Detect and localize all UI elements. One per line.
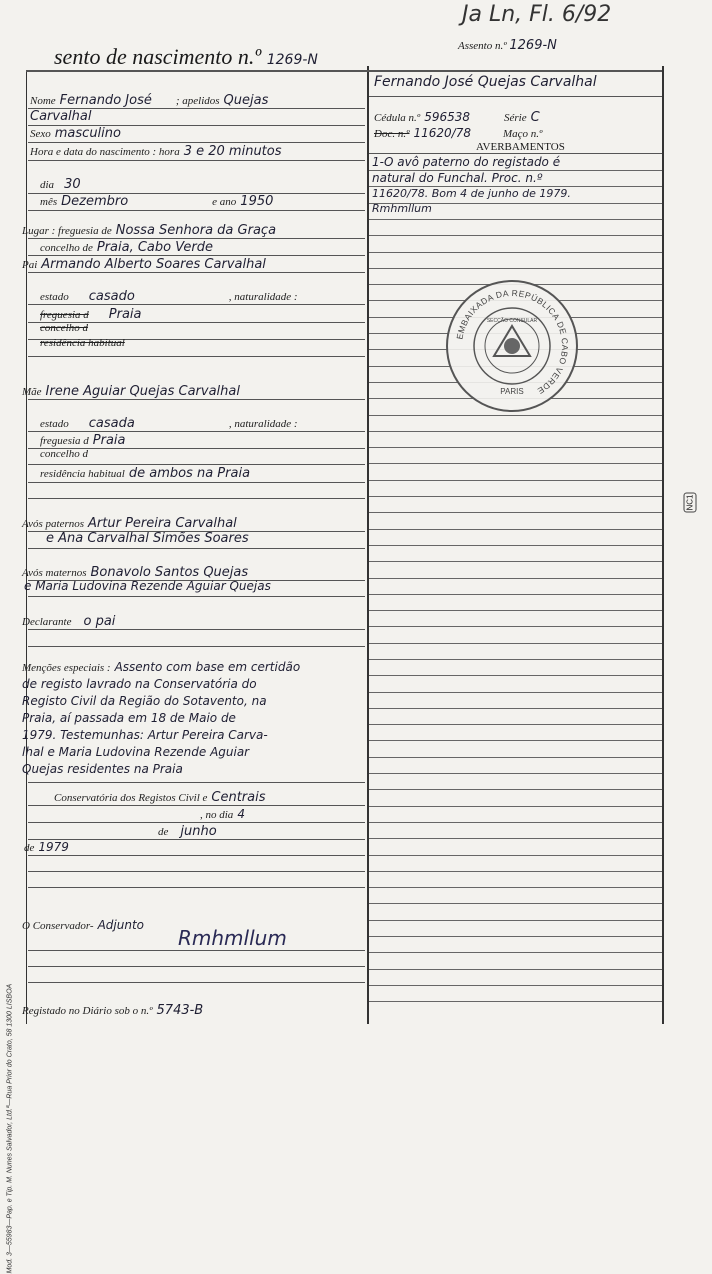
rule — [369, 887, 662, 888]
rule — [369, 985, 662, 986]
stamp-ring — [448, 282, 576, 410]
rule — [28, 646, 365, 647]
declarante-value: o pai — [83, 614, 116, 629]
mae-residencia-value: de ambos na Praia — [128, 466, 251, 481]
doc-value: 11620/78 — [413, 126, 471, 140]
rule — [369, 708, 662, 709]
rule — [28, 871, 365, 872]
rule — [28, 482, 365, 483]
stamp-text: EMBAIXADA DA REPÚBLICA DE CABO VERDE — [454, 287, 571, 397]
mae-estado-value: casada — [88, 416, 135, 431]
avos-paternos-row — [22, 514, 237, 532]
no-dia-row — [200, 805, 245, 823]
mae-label: Mãe — [22, 386, 42, 398]
nome-value: Fernando José — [59, 93, 152, 108]
averb-line: natural do Funchal. Proc. n.º — [372, 171, 543, 185]
mencoes-line: Praia, aí passada em 18 de Maio de — [22, 711, 236, 725]
ano-value: 1950 — [240, 194, 274, 209]
left-border — [26, 70, 27, 1024]
stamp-inner: SECÇÃO CONSULAR — [486, 318, 538, 324]
mae-estado-row — [40, 414, 365, 432]
ano2-prefix: de — [24, 842, 35, 854]
registado-label: Registado no Diário sob o n.º — [22, 1005, 153, 1017]
mencoes-line: 1979. Testemunhas: Artur Pereira Carva- — [22, 728, 268, 742]
mes-label: mês — [40, 196, 58, 208]
rule — [369, 268, 662, 269]
apelidos-label: ; apelidos — [175, 95, 220, 107]
avos-maternos-1: Bonavolo Santos Quejas — [90, 565, 249, 580]
rule — [369, 561, 662, 562]
apelidos-value: Quejas — [223, 93, 269, 108]
mae-naturalidade-label: , naturalidade : — [228, 418, 298, 430]
rule — [369, 757, 662, 758]
title-number: 1269-N — [266, 52, 318, 68]
rule — [28, 498, 365, 499]
concelho-label: concelho de — [40, 242, 93, 254]
rule — [369, 626, 662, 627]
mes-row — [40, 192, 360, 210]
doc-row — [374, 124, 659, 142]
mae-value: Irene Aguiar Quejas Carvalhal — [45, 384, 240, 399]
pai-freguesia-value: Praia — [108, 307, 142, 322]
mencoes-line: Assento com base em certidão — [114, 660, 301, 674]
mae-concelho-label: concelho d — [40, 448, 88, 460]
mae-row — [22, 382, 240, 400]
mes2-row — [158, 822, 217, 840]
margin-mark: NC1 — [685, 494, 695, 511]
rule — [369, 806, 662, 807]
serie-label: Série — [504, 112, 527, 124]
conservatoria-value: Centrais — [211, 790, 266, 805]
averb-line: 1-O avô paterno do registado é — [372, 155, 561, 169]
rule — [369, 855, 662, 856]
rule — [369, 96, 662, 97]
rule — [369, 773, 662, 774]
right-name-heading: Fernando José Quejas Carvalhal — [374, 74, 597, 90]
sexo-value: masculino — [54, 126, 121, 141]
doc-label: Doc. n.º — [374, 128, 410, 140]
rule — [28, 548, 365, 549]
rule — [369, 235, 662, 236]
pai-concelho-label: concelho d — [40, 322, 88, 334]
rule — [28, 210, 365, 211]
rule — [369, 594, 662, 595]
sexo-label: Sexo — [30, 128, 51, 140]
rule — [369, 512, 662, 513]
cedula-label: Cédula n.º — [374, 112, 421, 124]
top-rule — [26, 70, 662, 72]
assento-label: Assento n.º — [458, 40, 507, 52]
right-border — [662, 66, 664, 1024]
lugar-row — [22, 221, 276, 239]
rule — [28, 950, 365, 951]
pai-row — [22, 255, 266, 273]
averbamentos-label: AVERBAMENTOS — [476, 141, 565, 153]
rule — [369, 463, 662, 464]
cedula-value: 596538 — [424, 110, 470, 124]
rule — [369, 822, 662, 823]
avos-maternos-label: Avós maternos — [22, 567, 87, 579]
rule — [369, 724, 662, 725]
pai-estado-value: casado — [88, 289, 135, 304]
declarante-row — [22, 612, 115, 630]
lugar-label: Lugar : freguesia de — [22, 225, 112, 237]
mae-residencia-label: residência habitual — [40, 468, 125, 480]
rule — [28, 805, 365, 806]
hora-label: Hora e data do nascimento : hora — [30, 146, 180, 158]
rule — [28, 399, 365, 400]
rule — [369, 170, 662, 171]
conservador-signature: Rmhmllum — [178, 926, 287, 950]
averb-signature: Rmhmllum — [372, 202, 432, 215]
rule — [369, 675, 662, 676]
mencoes-block — [22, 658, 367, 778]
rule — [369, 936, 662, 937]
de-label: de — [158, 826, 169, 838]
conservatoria-label: Conservatória dos Registos Civil e — [54, 792, 208, 804]
rule — [28, 356, 365, 357]
naturalidade-label: , naturalidade : — [228, 291, 298, 303]
hora-row — [30, 142, 282, 160]
rule — [369, 1001, 662, 1002]
rule — [28, 839, 365, 840]
rule — [369, 789, 662, 790]
mencoes-label: Menções especiais : — [22, 662, 111, 674]
rule — [369, 529, 662, 530]
assento-header — [458, 38, 557, 53]
conservador-value: Adjunto — [97, 918, 145, 932]
avos-paternos-2: e Ana Carvalhal Simões Soares — [46, 531, 249, 546]
rule — [369, 252, 662, 253]
rule — [28, 982, 365, 983]
top-scrawl: Ja Ln, Fl. 6/92 — [462, 2, 612, 27]
pai-freguesia-label: freguesia d — [40, 309, 89, 321]
rule — [28, 855, 365, 856]
ano2-row — [24, 838, 69, 856]
rule — [369, 219, 662, 220]
pai-estado-row — [40, 287, 365, 305]
rule — [369, 447, 662, 448]
mes2-value: junho — [180, 824, 217, 839]
dia-label: dia — [40, 179, 55, 191]
rule — [369, 871, 662, 872]
nome-label: Nome — [30, 95, 56, 107]
maco-label: Maço n.º — [503, 128, 543, 140]
averb-block — [372, 154, 660, 216]
mae-freguesia-row — [40, 431, 126, 449]
rule — [369, 920, 662, 921]
rule — [369, 643, 662, 644]
title-label: sento de nascimento n.º — [54, 44, 262, 69]
ano-label: e ano — [212, 196, 237, 208]
conservatoria-row — [54, 788, 266, 806]
hora-value: 3 e 20 minutos — [183, 144, 282, 159]
rule — [369, 578, 662, 579]
rule — [369, 969, 662, 970]
nome-row — [30, 91, 365, 109]
rule — [369, 903, 662, 904]
rule — [369, 545, 662, 546]
rule — [28, 887, 365, 888]
concelho-row — [40, 238, 213, 256]
pai-label: Pai — [22, 259, 38, 271]
conservador-label: O Conservador- — [22, 920, 94, 932]
stamp-city: PARIS — [500, 387, 524, 396]
rule — [28, 782, 365, 783]
mae-estado-label: estado — [40, 418, 69, 430]
mencoes-line: de registo lavrado na Conservatória do — [22, 677, 257, 691]
registado-row — [22, 1001, 203, 1019]
pai-estado-label: estado — [40, 291, 69, 303]
mes-value: Dezembro — [61, 194, 129, 209]
sexo-row — [30, 124, 121, 142]
mencoes-line: Registo Civil da Região do Sotavento, na — [22, 694, 267, 708]
rule — [28, 160, 365, 161]
apelidos-value-2: Carvalhal — [30, 109, 92, 124]
registado-value: 5743-B — [156, 1003, 204, 1018]
mencoes-line: lhal e Maria Ludovina Rezende Aguiar — [22, 745, 250, 759]
rule — [369, 952, 662, 953]
rule — [369, 186, 662, 187]
mae-freguesia-value: Praia — [92, 433, 126, 448]
pai-value: Armando Alberto Soares Carvalhal — [41, 257, 266, 272]
rule — [28, 272, 365, 273]
side-print: Mod. 3—55983—Pap. e Tip. M. Nunes Salvador, Ltd.ª—Rua Prior do Crato, 58 1300 LISBOA — [6, 983, 14, 1274]
avos-paternos-1: Artur Pereira Carvalhal — [88, 516, 237, 531]
declarante-label: Declarante — [22, 616, 72, 628]
concelho-value: Praia, Cabo Verde — [96, 240, 213, 255]
avos-maternos-2: e Maria Ludovina Rezende Aguiar Quejas — [24, 579, 271, 593]
pai-residencia-label: residência habitual — [40, 337, 125, 349]
rule — [369, 610, 662, 611]
mae-freguesia-label: freguesia d — [40, 435, 89, 447]
serie-value: C — [530, 110, 540, 125]
rule — [369, 740, 662, 741]
rule — [28, 966, 365, 967]
mencoes-line: Quejas residentes na Praia — [22, 762, 183, 776]
dia-row — [40, 175, 81, 193]
rule — [28, 596, 365, 597]
averb-line: 11620/78. Bom 4 de junho de 1979. — [372, 187, 571, 200]
rule — [28, 629, 365, 630]
rule — [369, 496, 662, 497]
consular-stamp — [446, 280, 578, 412]
conservador-row — [22, 916, 144, 934]
rule — [369, 692, 662, 693]
pai-freguesia-row — [40, 305, 142, 323]
mae-residencia-row — [40, 464, 250, 482]
rule — [369, 838, 662, 839]
rule — [369, 431, 662, 432]
ano2-value: 1979 — [38, 840, 69, 854]
no-dia-label: , no dia — [200, 809, 234, 821]
no-dia-value: 4 — [237, 807, 245, 821]
avos-paternos-label: Avós paternos — [22, 518, 85, 530]
rule — [369, 415, 662, 416]
dia-value: 30 — [64, 177, 81, 192]
assento-number: 1269-N — [509, 38, 557, 53]
rule — [369, 203, 662, 204]
rule — [369, 480, 662, 481]
lugar-value: Nossa Senhora da Graça — [115, 223, 277, 238]
rule — [369, 659, 662, 660]
page-title — [54, 44, 318, 70]
